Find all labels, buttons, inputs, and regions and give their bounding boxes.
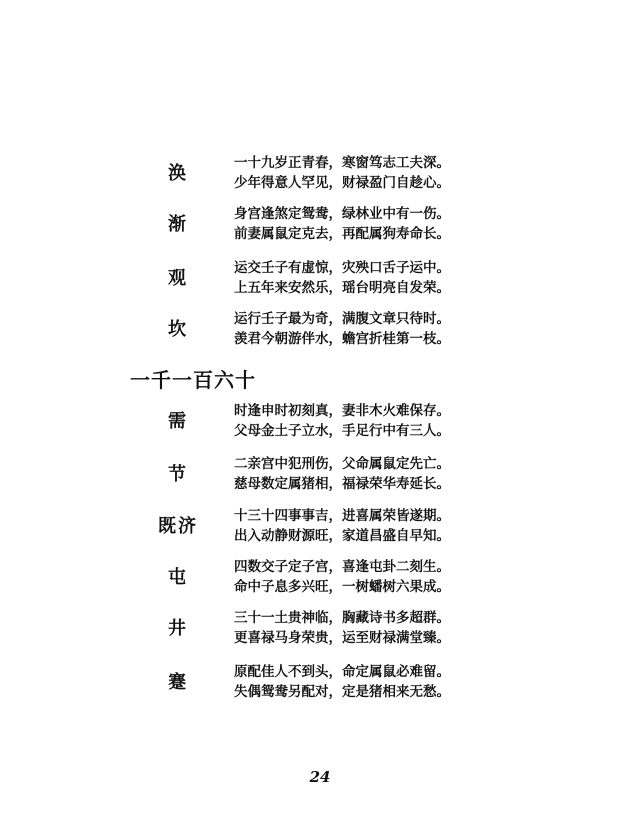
hexagram-name: 观 bbox=[168, 268, 188, 289]
verse-line: 十三十四事事吉，进喜属荣皆遂期。 bbox=[234, 508, 450, 524]
entry-jian-obstruction bbox=[0, 662, 640, 702]
hexagram-name: 需 bbox=[168, 411, 188, 432]
verse-line: 父母金土子立水，手足行中有三人。 bbox=[234, 423, 450, 439]
verse-line: 三十一土贵神临，胸藏诗书多超群。 bbox=[234, 610, 450, 626]
entry-kan bbox=[0, 309, 640, 349]
entry-jie bbox=[0, 454, 640, 494]
verse bbox=[234, 204, 450, 244]
verse-line: 前妻属鼠定克去，再配属狗寿命长。 bbox=[234, 226, 450, 242]
hexagram-name: 既济 bbox=[158, 516, 198, 537]
hexagram-name: 屯 bbox=[168, 567, 188, 588]
verse bbox=[234, 557, 450, 597]
verse-line: 四数交子定子宫，喜逢屯卦二刻生。 bbox=[234, 559, 450, 575]
hexagram-name: 节 bbox=[168, 464, 188, 485]
verse-line: 更喜禄马身荣贵，运至财禄满堂臻。 bbox=[234, 630, 450, 646]
verse-line: 失偶鸳鸯另配对，定是猪相来无愁。 bbox=[234, 684, 450, 700]
verse bbox=[234, 506, 450, 546]
verse-line: 上五年来安然乐，瑶台明亮自发荣。 bbox=[234, 280, 450, 296]
verse-line: 原配佳人不到头，命定属鼠必难留。 bbox=[234, 664, 450, 680]
hexagram-name: 井 bbox=[168, 618, 188, 639]
hexagram-name: 涣 bbox=[168, 163, 188, 184]
verse bbox=[234, 258, 450, 298]
hexagram-name: 坎 bbox=[168, 319, 188, 340]
verse-line: 一十九岁正青春，寒窗笃志工夫深。 bbox=[234, 155, 450, 171]
verse-line: 出入动静财源旺，家道昌盛自早知。 bbox=[234, 528, 450, 544]
verse bbox=[234, 608, 450, 648]
verse-line: 慈母数定属猪相，福禄荣华寿延长。 bbox=[234, 476, 450, 492]
verse-line: 运交壬子有虚惊，灾殃口舌子运中。 bbox=[234, 260, 450, 276]
verse-line: 羡君今朝游伴水，蟾宫折桂第一枝。 bbox=[234, 331, 450, 347]
entry-xu bbox=[0, 401, 640, 441]
verse bbox=[234, 454, 450, 494]
verse-line: 少年得意人罕见，财禄盈门自趁心。 bbox=[234, 175, 450, 191]
entry-jiji bbox=[0, 506, 640, 546]
entry-jian bbox=[0, 204, 640, 244]
verse-line: 身宫逢煞定鸳鸯，绿林业中有一伤。 bbox=[234, 206, 450, 222]
page-number: 24 bbox=[309, 768, 331, 786]
entry-jing bbox=[0, 608, 640, 648]
hexagram-name: 渐 bbox=[168, 214, 188, 235]
entry-huan bbox=[0, 153, 640, 193]
entry-zhun bbox=[0, 557, 640, 597]
hexagram-name: 蹇 bbox=[168, 672, 188, 693]
verse-line: 二亲宫中犯刑伤，父命属鼠定先亡。 bbox=[234, 456, 450, 472]
verse bbox=[234, 662, 450, 702]
verse bbox=[234, 153, 450, 193]
verse-line: 命中子息多兴旺，一树蟠树六果成。 bbox=[234, 579, 450, 595]
section-heading: 一千一百六十 bbox=[130, 368, 256, 392]
verse bbox=[234, 309, 450, 349]
verse-line: 时逢申时初刻真，妻非木火难保存。 bbox=[234, 403, 450, 419]
entry-guan bbox=[0, 258, 640, 298]
verse-line: 运行壬子最为奇，满腹文章只待时。 bbox=[234, 311, 450, 327]
verse bbox=[234, 401, 450, 441]
